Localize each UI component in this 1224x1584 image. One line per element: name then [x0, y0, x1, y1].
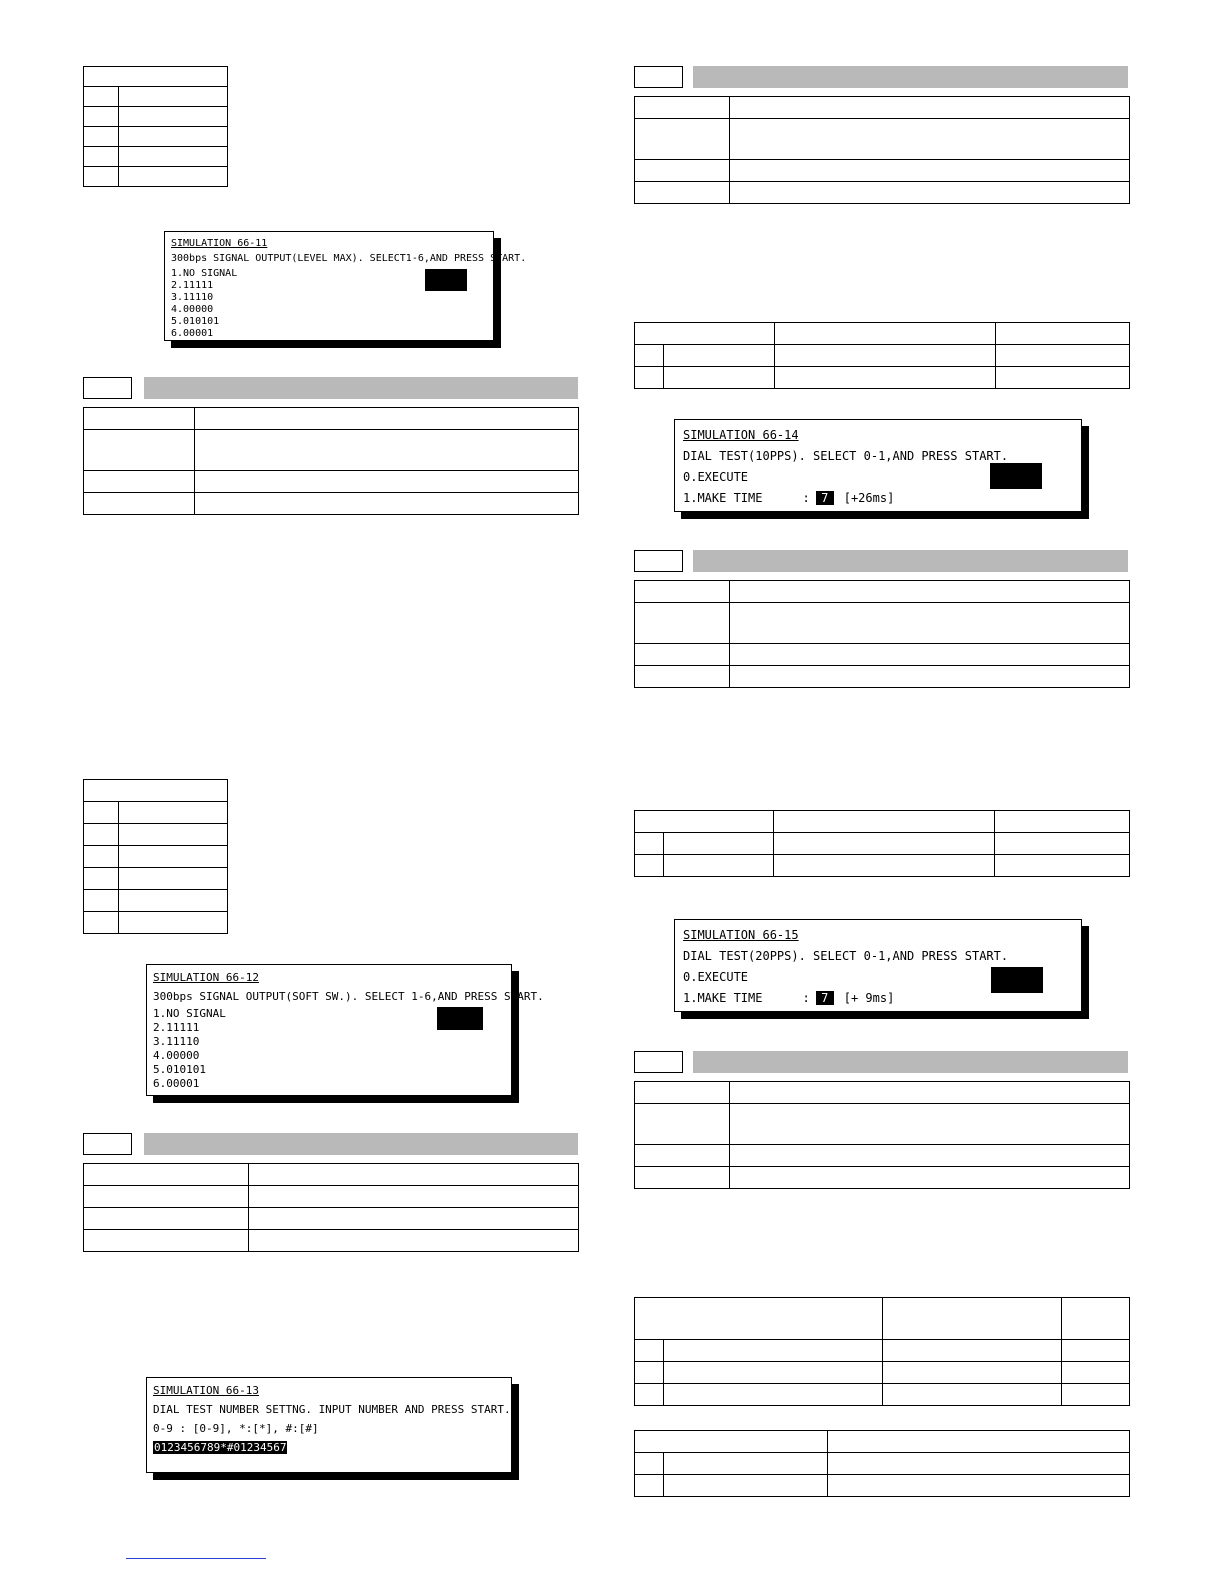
table-row [84, 408, 579, 430]
make-time-table-66-14 [634, 322, 1130, 389]
option-make-time: 1.MAKE TIME [683, 991, 763, 1005]
table-row [635, 182, 1130, 204]
option-item: 4.00000 [153, 1049, 200, 1062]
option-item: 3.11110 [153, 1035, 200, 1048]
option-make-time: 1.MAKE TIME [683, 491, 763, 505]
table-row [84, 147, 228, 167]
section-header-bar [693, 66, 1128, 88]
parameter-table [83, 1163, 579, 1252]
table-row [84, 1230, 579, 1252]
make-time-offset: [+26ms] [843, 491, 895, 505]
table-row [635, 97, 1130, 119]
parameter-table [634, 96, 1130, 204]
section-header-bar [144, 377, 578, 399]
table-row [635, 811, 1130, 833]
colon-separator: : [802, 491, 810, 505]
table-header-cell [84, 780, 228, 802]
parameter-table [634, 580, 1130, 688]
screen-title: SIMULATION 66-15 [683, 928, 799, 942]
option-item: 2.11111 [171, 280, 214, 291]
table-row [635, 855, 1130, 877]
table-row [635, 1167, 1130, 1189]
selection-indicator [990, 463, 1042, 489]
table-row [84, 87, 228, 107]
section-label-box [634, 66, 683, 88]
option-item: 2.11111 [153, 1021, 200, 1034]
table-row [84, 912, 228, 934]
table-header-cell [84, 67, 228, 87]
option-item: 4.00000 [171, 304, 214, 315]
table-row [635, 1145, 1130, 1167]
table-row [84, 107, 228, 127]
screen-title: SIMULATION 66-13 [153, 1384, 259, 1397]
selection-indicator [425, 269, 467, 291]
make-time-offset: [+ 9ms] [843, 991, 895, 1005]
screen-title: SIMULATION 66-14 [683, 428, 799, 442]
make-time-table-66-15 [634, 810, 1130, 877]
table-row [635, 1340, 1130, 1362]
screen-title: SIMULATION 66-11 [171, 238, 268, 249]
selection-indicator [991, 967, 1043, 993]
section-label-box [634, 550, 683, 572]
parameter-table [634, 1081, 1130, 1189]
option-item: 6.00001 [153, 1077, 200, 1090]
simulation-screen-66-15 [674, 919, 1082, 1012]
table-row [84, 167, 228, 187]
table-row [635, 1384, 1130, 1406]
table-row [84, 471, 579, 493]
simulation-screen-66-12 [146, 964, 544, 1096]
table-row [84, 868, 228, 890]
setting-table [634, 1297, 1130, 1406]
table-row [635, 345, 1130, 367]
table-row [635, 581, 1130, 603]
table-row [84, 493, 579, 515]
table-row [84, 802, 228, 824]
dial-number-input[interactable]: 0123456789*#01234567 [154, 1441, 287, 1454]
key-legend: 0-9 : [0-9], *:[*], #:[#] [153, 1422, 319, 1435]
option-table-66-12 [83, 779, 228, 934]
make-time-value[interactable]: 7 [816, 991, 834, 1005]
table-row [635, 323, 1130, 345]
section-label-box [634, 1051, 683, 1073]
simulation-screen-66-11 [164, 231, 527, 341]
colon-separator: : [802, 991, 810, 1005]
parameter-table [83, 407, 579, 515]
table-row [84, 1164, 579, 1186]
screen-instruction: 300bps SIGNAL OUTPUT(SOFT SW.). SELECT 1-6,AND PRESS START. [153, 990, 544, 1003]
table-row [635, 367, 1130, 389]
table-row [84, 1208, 579, 1230]
screen-instruction: DIAL TEST(20PPS). SELECT 0-1,AND PRESS START. [683, 949, 1009, 963]
screen-instruction: DIAL TEST(10PPS). SELECT 0-1,AND PRESS START. [683, 449, 1009, 463]
selection-indicator [437, 1007, 483, 1030]
table-row [84, 1186, 579, 1208]
screen-instruction: DIAL TEST NUMBER SETTNG. INPUT NUMBER AND PRESS START. [153, 1403, 511, 1416]
section-label-box [83, 377, 132, 399]
table-row [635, 1082, 1130, 1104]
table-row [635, 833, 1130, 855]
option-item: 3.11110 [171, 292, 214, 303]
page-link-underline[interactable] [126, 1558, 266, 1559]
table-row [635, 603, 1130, 644]
table-row [635, 1104, 1130, 1145]
make-time-value[interactable]: 7 [816, 491, 834, 505]
option-table-66-11 [83, 66, 228, 187]
table-row [84, 846, 228, 868]
section-header-bar [693, 1051, 1128, 1073]
table-row [635, 119, 1130, 160]
simulation-screen-66-14 [674, 419, 1082, 512]
table-row [635, 666, 1130, 688]
table-row [635, 1298, 1130, 1340]
screen-instruction: 300bps SIGNAL OUTPUT(LEVEL MAX). SELECT1-6,AND PRESS START. [171, 253, 527, 264]
option-item: 6.00001 [171, 328, 214, 339]
table-row [84, 824, 228, 846]
simulation-screen-66-13 [146, 1377, 512, 1473]
table-row [635, 644, 1130, 666]
option-execute: 0.EXECUTE [683, 970, 749, 984]
section-label-box [83, 1133, 132, 1155]
setting-table [634, 1430, 1130, 1497]
option-item: 5.010101 [153, 1063, 206, 1076]
option-execute: 0.EXECUTE [683, 470, 749, 484]
table-row [84, 430, 579, 471]
table-row [635, 1431, 1130, 1453]
option-item: 5.010101 [171, 316, 220, 327]
table-row [635, 1453, 1130, 1475]
table-row [635, 160, 1130, 182]
option-item: 1.NO SIGNAL [153, 1007, 226, 1020]
screen-title: SIMULATION 66-12 [153, 971, 259, 984]
option-item: 1.NO SIGNAL [171, 268, 238, 279]
section-header-bar [693, 550, 1128, 572]
section-header-bar [144, 1133, 578, 1155]
table-row [635, 1475, 1130, 1497]
table-row [635, 1362, 1130, 1384]
table-row [84, 127, 228, 147]
table-row [84, 890, 228, 912]
